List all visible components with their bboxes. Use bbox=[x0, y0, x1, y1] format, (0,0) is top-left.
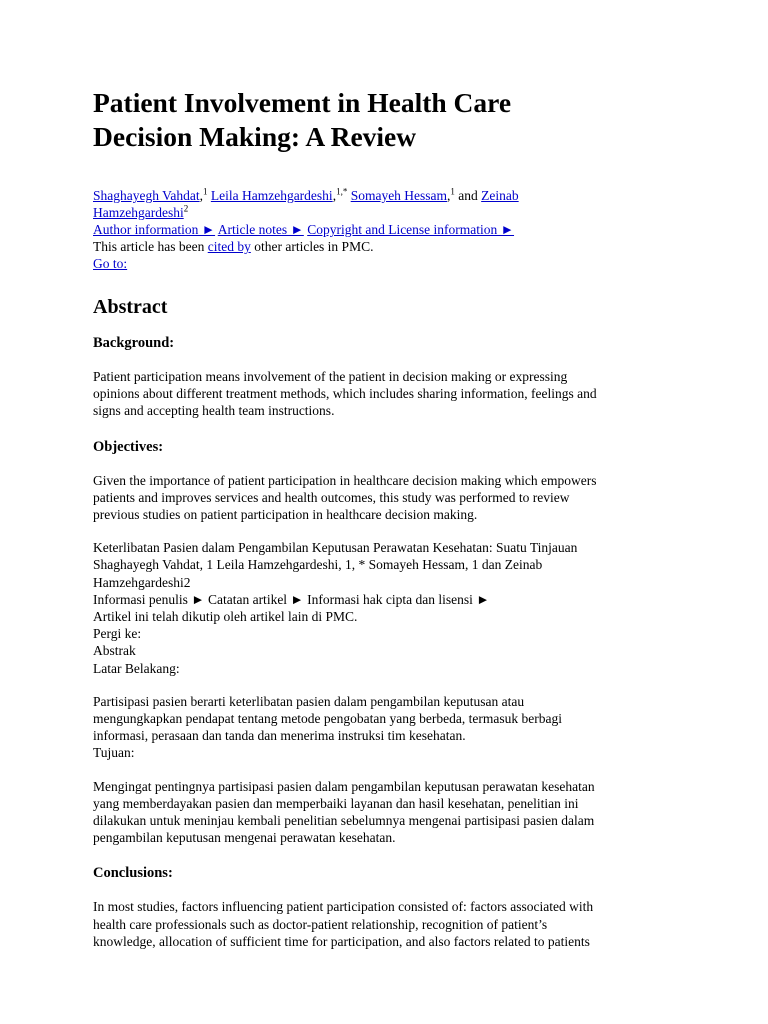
title-line-1: Patient Involvement in Health Care bbox=[93, 87, 512, 118]
author-link-4b[interactable]: Hamzehgardeshi bbox=[93, 205, 184, 220]
title-line-2: Decision Making: A Review bbox=[93, 121, 417, 152]
background-line-2: opinions about different treatment methods, which includes sharing information, feelings and bbox=[93, 386, 597, 402]
author-link-1[interactable]: Shaghayegh Vahdat bbox=[93, 188, 200, 203]
translation-background-line-2: mengungkapkan pendapat tentang metode pengobatan yang berbeda, termasuk berbagi bbox=[93, 711, 562, 727]
translation-background-line-1: Partisipasi pasien berarti keterlibatan pasien dalam pengambilan keputusan atau bbox=[93, 693, 525, 709]
translation-authors-1: Shaghayegh Vahdat, 1 Leila Hamzehgardeshi, 1, * Somayeh Hessam, 1 dan Zeinab bbox=[93, 557, 543, 573]
background-heading: Background: bbox=[93, 335, 175, 351]
author-aff-2: 1,* bbox=[336, 186, 348, 197]
translation-background-text bbox=[93, 693, 693, 762]
goto-link[interactable]: Go to: bbox=[93, 256, 128, 271]
translation-header-block bbox=[93, 539, 693, 677]
author-aff-1: 1 bbox=[202, 186, 208, 197]
translation-objectives-heading: Tujuan: bbox=[93, 745, 135, 761]
copyright-license-link[interactable]: Copyright and License information ► bbox=[307, 222, 515, 237]
translation-background-heading: Latar Belakang: bbox=[93, 660, 180, 676]
author-information-link[interactable]: Author information ► bbox=[93, 222, 216, 237]
translation-abstract: Abstrak bbox=[93, 643, 136, 659]
objectives-line-2: patients and improves services and health outcomes, this study was performed to review bbox=[93, 489, 570, 505]
translation-cited: Artikel ini telah dikutip oleh artikel lain di PMC. bbox=[93, 609, 358, 625]
author-link-3[interactable]: Somayeh Hessam bbox=[350, 188, 448, 203]
translation-objectives-line-4: pengambilan keputusan mengenai perawatan kesehatan. bbox=[93, 830, 396, 846]
article-meta bbox=[93, 187, 693, 272]
translation-info-links: Informasi penulis ► Catatan artikel ► Informasi hak cipta dan lisensi ► bbox=[93, 591, 490, 607]
article-title bbox=[93, 86, 693, 154]
translation-title: Keterlibatan Pasien dalam Pengambilan Keputusan Perawatan Kesehatan: Suatu Tinjauan bbox=[93, 540, 578, 556]
objectives-line-1: Given the importance of patient participation in healthcare decision making which empowers bbox=[93, 472, 597, 488]
author-aff-4: 2 bbox=[183, 203, 189, 214]
and-text: and bbox=[458, 188, 478, 203]
translation-objectives-line-1: Mengingat pentingnya partisipasi pasien dalam pengambilan keputusan perawatan kesehatan bbox=[93, 778, 595, 794]
objectives-heading: Objectives: bbox=[93, 438, 164, 455]
conclusions-heading: Conclusions: bbox=[93, 865, 173, 882]
author-link-2[interactable]: Leila Hamzehgardeshi bbox=[210, 188, 333, 203]
translation-objectives-line-3: dilakukan untuk meninjau kembali penelitian sebelumnya mengenai partisipasi pasien dalam bbox=[93, 813, 595, 829]
conclusions-line-3: knowledge, allocation of sufficient time for participation, and also factors related to patients bbox=[93, 933, 590, 949]
goto-row bbox=[93, 255, 693, 272]
article-info-links bbox=[93, 221, 693, 238]
author-link-4a[interactable]: Zeinab bbox=[481, 188, 519, 203]
cited-suffix: other articles in PMC. bbox=[250, 239, 374, 254]
objectives-line-3: previous studies on patient participation in healthcare decision making. bbox=[93, 507, 478, 523]
translation-authors-2: Hamzehgardeshi2 bbox=[93, 574, 191, 590]
author-list-cont bbox=[93, 204, 693, 221]
translation-goto: Pergi ke: bbox=[93, 626, 142, 642]
background-line-1: Patient participation means involvement of the patient in decision making or expressing bbox=[93, 369, 568, 384]
translation-objectives-line-2: yang memberdayakan pasien dan memperbaiki layanan dan hasil kesehatan, penelitian ini bbox=[93, 795, 579, 811]
conclusions-line-2: health care professionals such as doctor-patient relationship, recognition of patient’s bbox=[93, 916, 548, 932]
objectives-text bbox=[93, 472, 693, 524]
cited-by-line bbox=[93, 238, 693, 255]
conclusions-line-1: In most studies, factors influencing patient participation consisted of: factors associated with bbox=[93, 899, 594, 915]
article-page bbox=[93, 86, 693, 950]
conclusions-text bbox=[93, 898, 693, 950]
translation-background-line-3: informasi, perasaan dan tanda dan menerima instruksi tim kesehatan. bbox=[93, 728, 466, 744]
background-line-3: signs and accepting health team instructions. bbox=[93, 403, 335, 419]
author-aff-3: 1 bbox=[450, 186, 455, 197]
translation-objectives-text bbox=[93, 778, 693, 847]
abstract-heading: Abstract bbox=[93, 296, 168, 318]
background-text bbox=[93, 368, 693, 420]
article-notes-link[interactable]: Article notes ► bbox=[217, 222, 304, 237]
cited-prefix: This article has been bbox=[93, 239, 208, 254]
author-list: Shaghayegh Vahdat,$^1$ Leila Hamzehgardeshi,$^{1,*}$ Somayeh Hessam,$^1$ and Zeinab bbox=[93, 186, 519, 203]
cited-by-link[interactable]: cited by bbox=[207, 239, 251, 254]
